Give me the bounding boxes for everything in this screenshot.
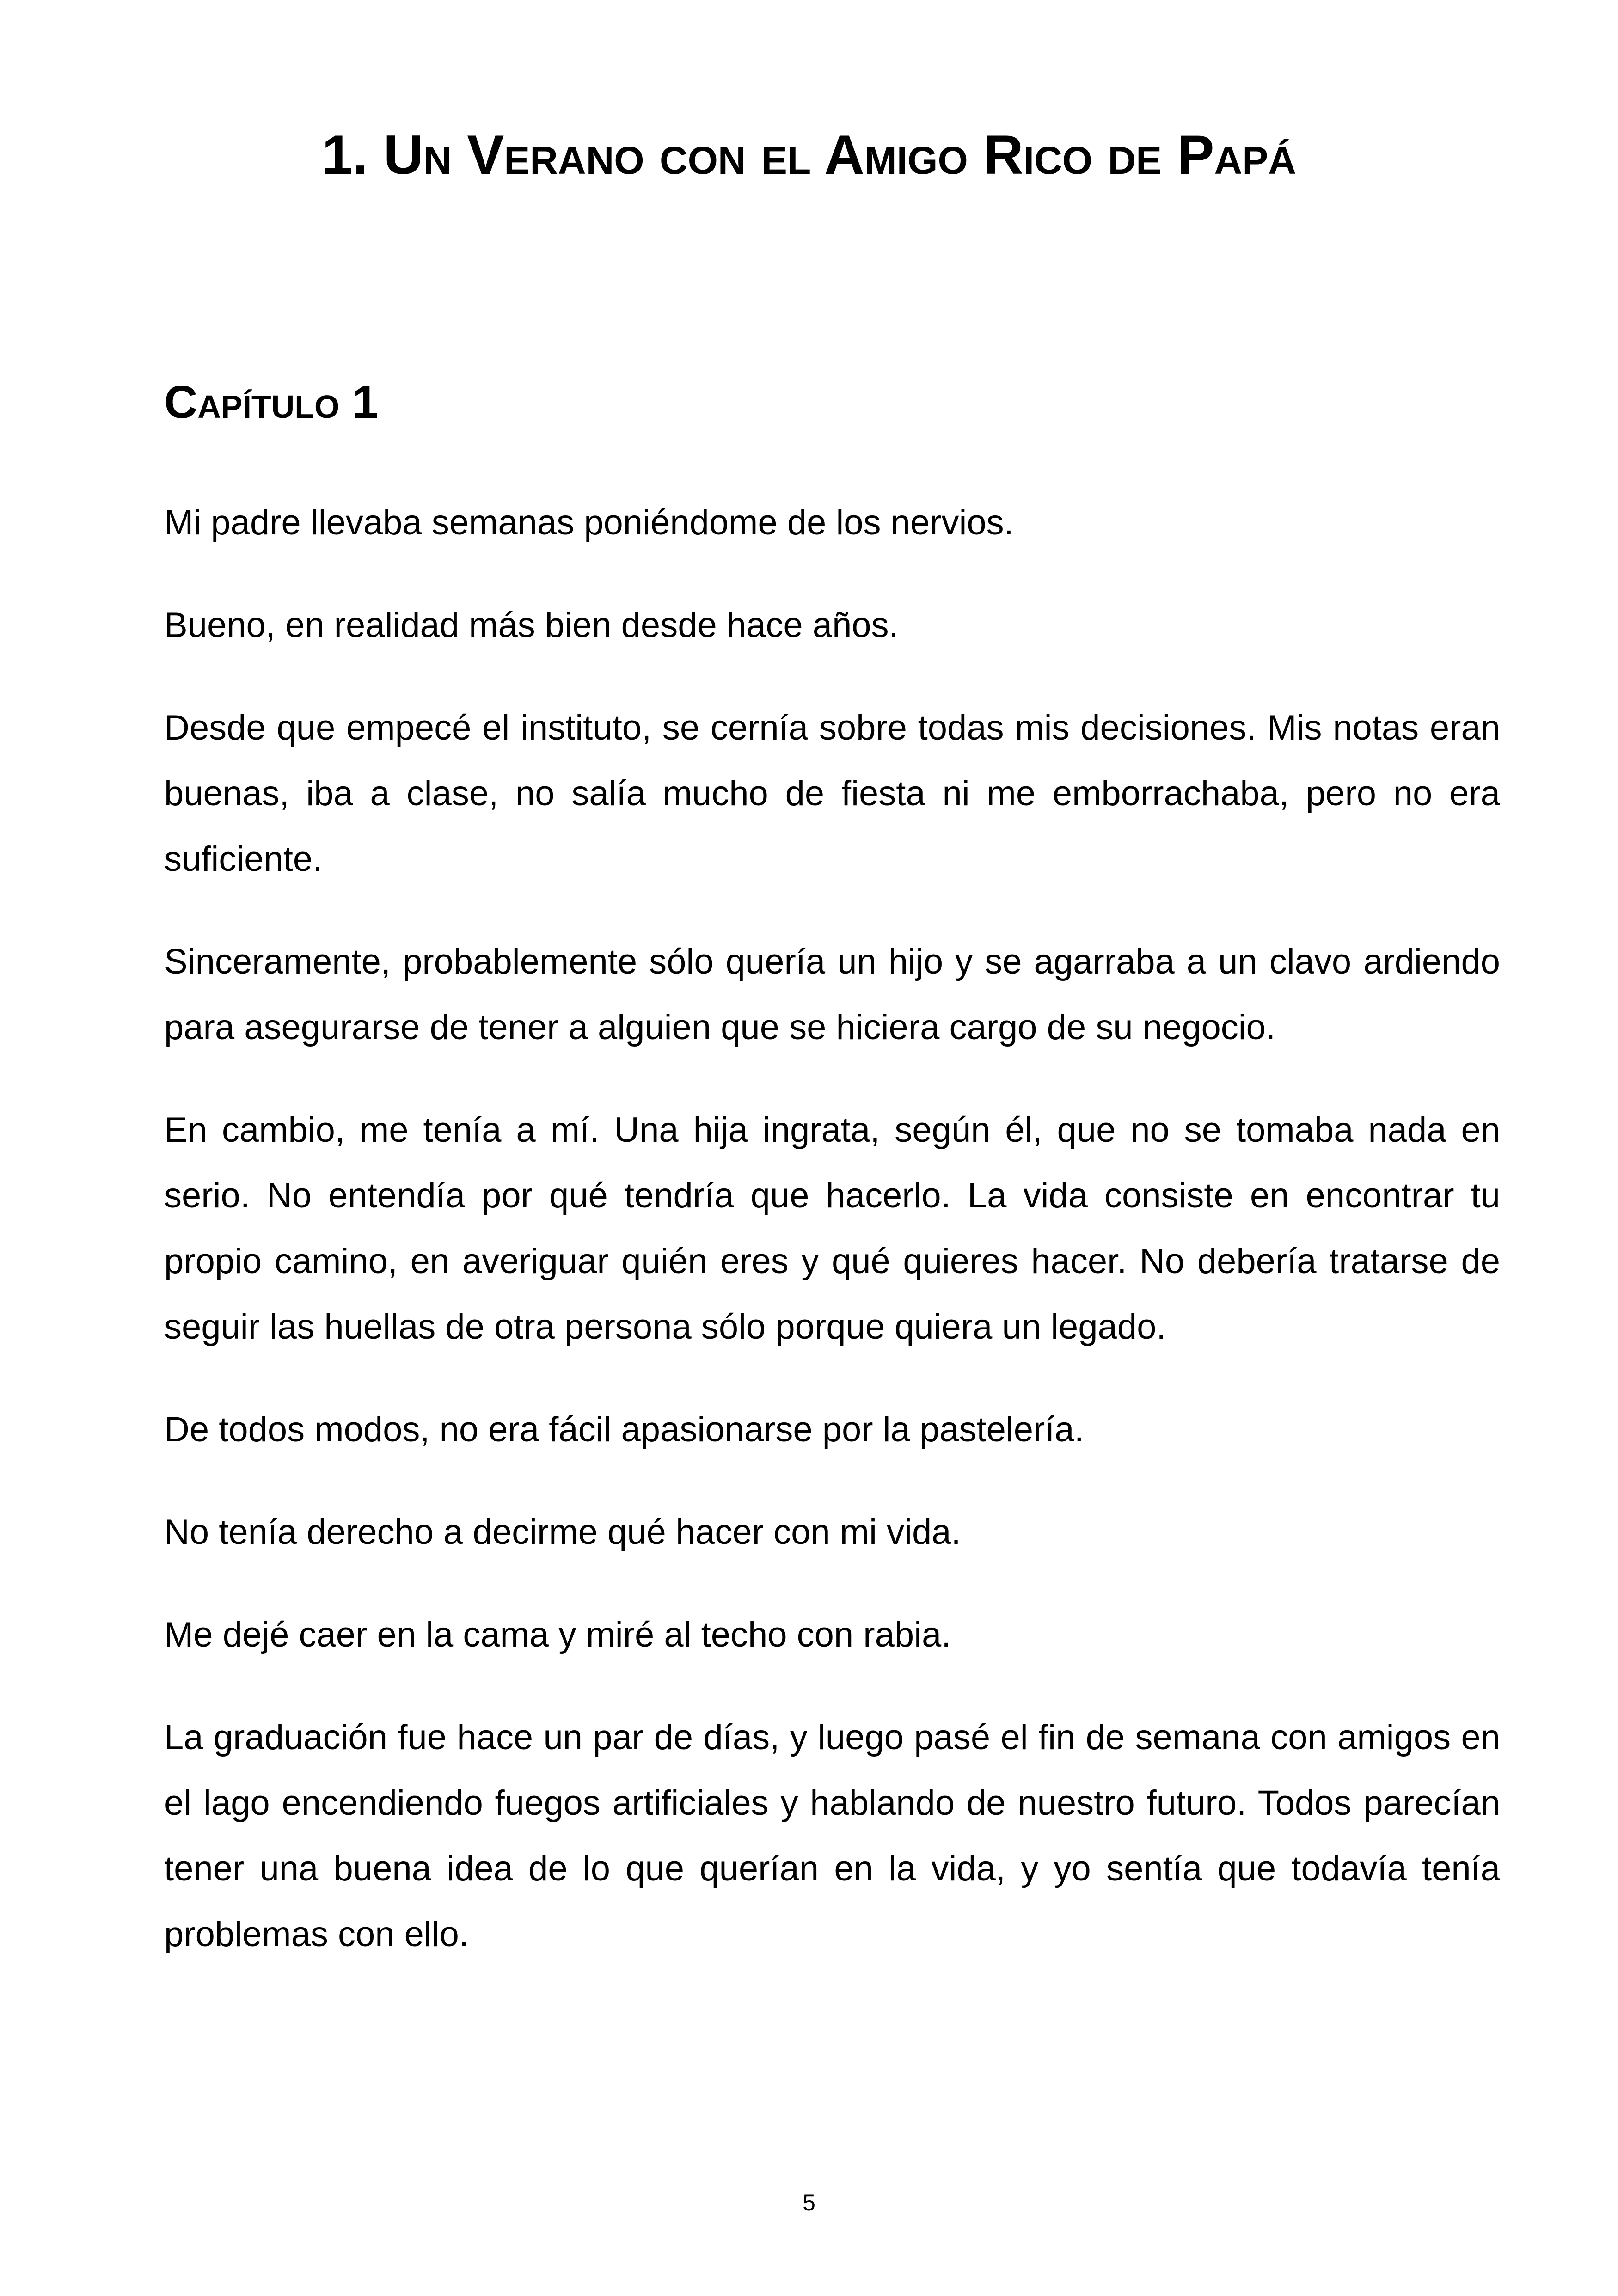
- chapter-title: Capítulo 1: [164, 376, 378, 428]
- paragraph: Bueno, en realidad más bien desde hace años.: [164, 606, 899, 645]
- paragraph: Mi padre llevaba semanas poniéndome de los nervios.: [164, 503, 1014, 542]
- paragraph: De todos modos, no era fácil apasionarse por la pastelería.: [164, 1410, 1084, 1449]
- paragraph: Me dejé caer en la cama y miré al techo con rabia.: [164, 1615, 951, 1654]
- body-text: [164, 490, 1500, 2004]
- book-title: 1. Un Verano con el Amigo Rico de Papá: [322, 124, 1296, 186]
- page-number: 5: [803, 2190, 815, 2216]
- paragraph: La graduación fue hace un par de días, y luego pasé el fin de semana con amigos en el lago encendiendo fuegos artificiales y hablando de nuestro futuro. Todos parecían tener una buena idea de lo que querían en la vida, y yo sentía que todavía tenía problemas con ello.: [164, 1718, 1500, 1954]
- paragraph: Desde que empecé el instituto, se cernía sobre todas mis decisiones. Mis notas eran buenas, iba a clase, no salía mucho de fiesta ni me emborrachaba, pero no era suficiente.: [164, 708, 1500, 879]
- paragraph: En cambio, me tenía a mí. Una hija ingrata, según él, que no se tomaba nada en serio. No entendía por qué tendría que hacerlo. La vida consiste en encontrar tu propio camino, en averiguar quién eres y qué quieres hacer. No debería tratarse de seguir las huellas de otra persona sólo porque quiera un legado.: [164, 1110, 1500, 1347]
- paragraph: No tenía derecho a decirme qué hacer con mi vida.: [164, 1512, 961, 1552]
- paragraph: Sinceramente, probablemente sólo quería un hijo y se agarraba a un clavo ardiendo para asegurarse de tener a alguien que se hiciera cargo de su negocio.: [164, 942, 1500, 1047]
